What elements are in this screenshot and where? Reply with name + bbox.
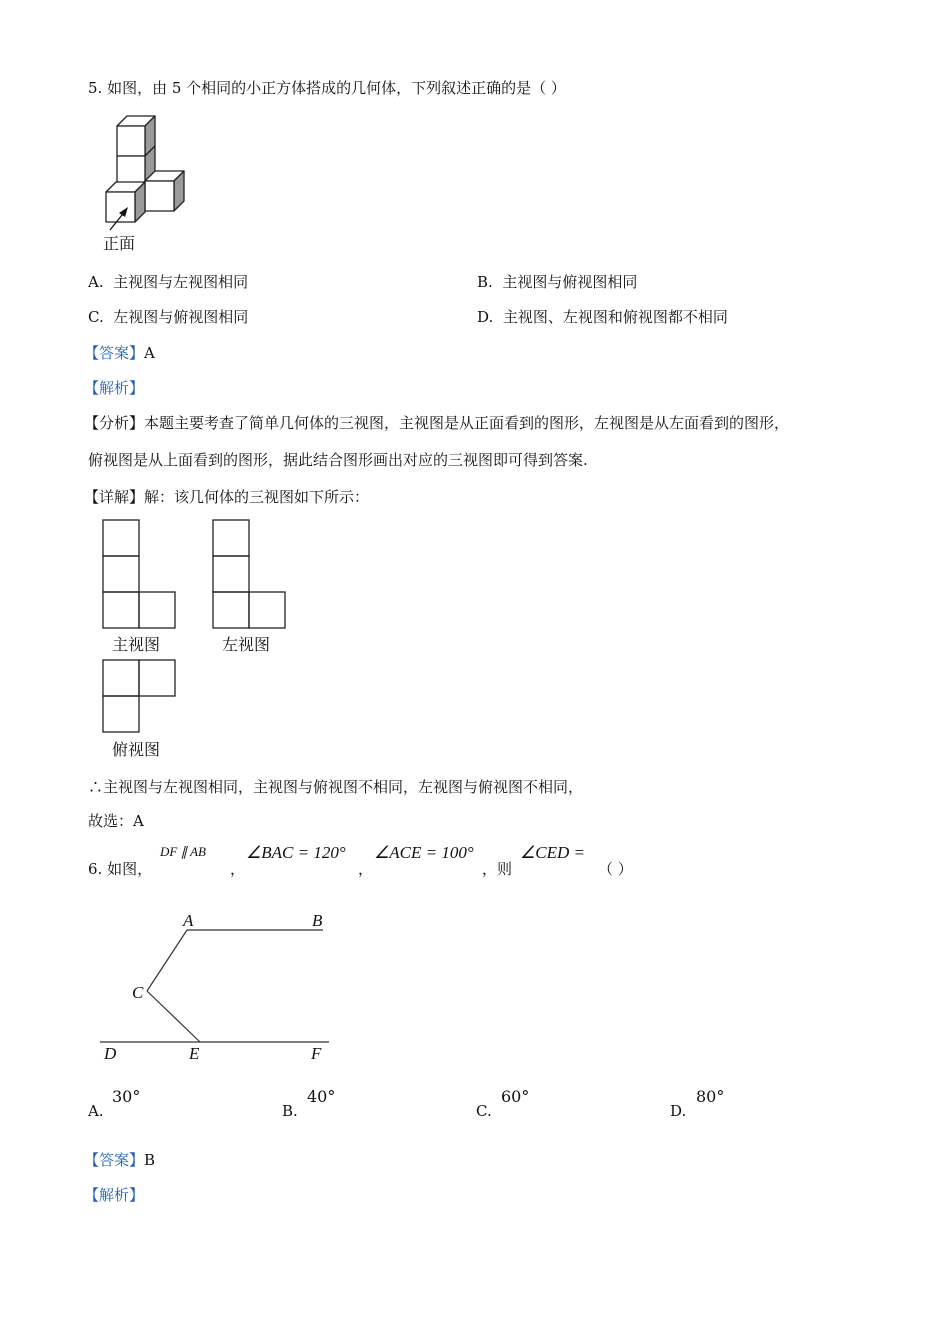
q5-stem: 5. 如图，由 5 个相同的小正方体搭成的几何体，下列叙述正确的是（ ） [88, 79, 566, 97]
top-view-label: 俯视图 [112, 740, 161, 759]
left-view-label: 左视图 [222, 635, 271, 654]
point-a-label: A [183, 911, 194, 930]
q6-prefix: 6. 如图， [88, 860, 153, 878]
q5-xiangjie: 【详解】解：该几何体的三视图如下所示： [84, 488, 370, 506]
segment-ac [147, 930, 187, 991]
point-b-label: B [312, 911, 323, 930]
segment-ce [147, 991, 200, 1042]
q6-option-b-value: 40° [307, 1087, 336, 1106]
q5-figure-label: 正面 [103, 234, 136, 253]
q5-fenxi-line1: 【分析】本题主要考查了简单几何体的三视图，主视图是从正面看到的图形，左视图是从左面看到的图形， [84, 414, 790, 432]
q5-option-a: A. 主视图与左视图相同 [88, 273, 249, 291]
q5-option-d: D. 主视图、左视图和俯视图都不相同 [477, 308, 728, 326]
front-view [103, 520, 175, 628]
q6-answer: 【答案】B [84, 1151, 156, 1169]
q6-cond-ace: ∠ACE = 100° [374, 843, 474, 862]
q5-choose: 故选：A [88, 812, 144, 830]
point-f-label: F [311, 1044, 322, 1063]
q6-cond-parallel: DF ∥ AB [160, 844, 206, 859]
q5-analysis-tag: 【解析】 [84, 379, 145, 397]
q5-answer: 【答案】A [84, 344, 155, 362]
q5-option-c: C. 左视图与俯视图相同 [88, 308, 249, 326]
q5-option-b: B. 主视图与俯视图相同 [477, 273, 638, 291]
q6-then: ，则 [482, 860, 513, 878]
point-e-label: E [189, 1044, 200, 1063]
q6-option-d-value: 80° [696, 1087, 725, 1106]
q6-option-d-letter: D. [670, 1102, 687, 1120]
q6-comma-2: ， [358, 860, 374, 878]
q6-paren: （ ） [598, 860, 633, 878]
point-c-label: C [132, 983, 144, 1002]
q6-figure [95, 905, 340, 1070]
top-view [103, 660, 175, 732]
front-view-label: 主视图 [112, 635, 161, 654]
left-view [213, 520, 285, 628]
q6-option-a-value: 30° [112, 1087, 141, 1106]
q6-option-a-letter: A. [88, 1102, 104, 1120]
q6-option-b-letter: B. [282, 1102, 298, 1120]
q6-option-c-value: 60° [501, 1087, 530, 1106]
q5-fenxi-line2: 俯视图是从上面看到的图形，据此结合图形画出对应的三视图即可得到答案. [88, 451, 588, 469]
q6-option-c-letter: C. [476, 1102, 492, 1120]
q5-conclusion: ∴主视图与左视图相同，主视图与俯视图不相同，左视图与俯视图不相同， [88, 778, 584, 796]
q6-ask: ∠CED = [520, 843, 585, 862]
q6-comma-1: ， [230, 860, 246, 878]
q6-analysis-tag: 【解析】 [84, 1186, 145, 1204]
q6-cond-bac: ∠BAC = 120° [246, 843, 346, 862]
point-d-label: D [104, 1044, 117, 1063]
